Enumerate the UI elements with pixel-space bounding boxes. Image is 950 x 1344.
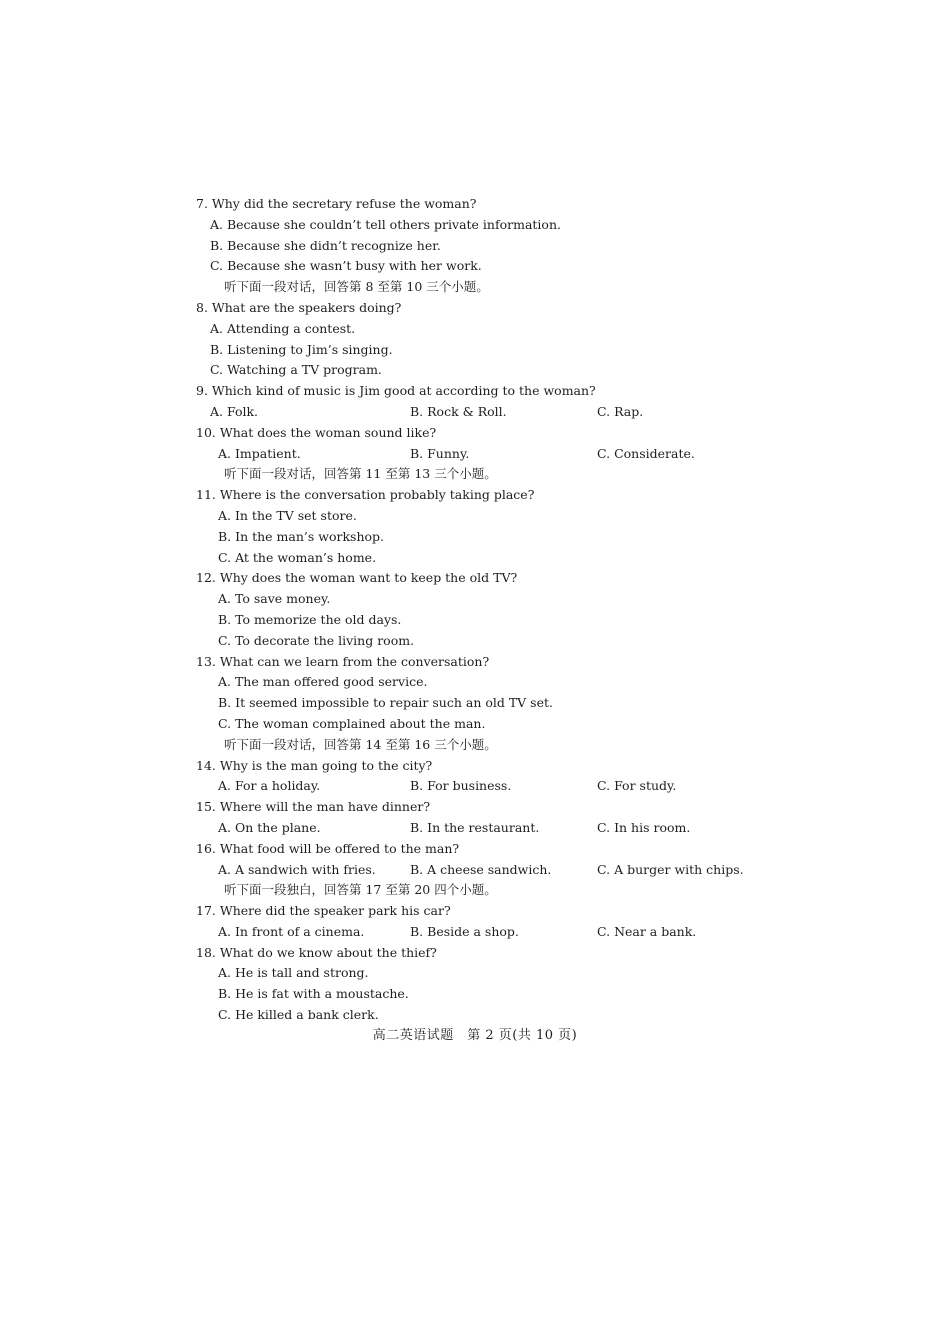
question-11-stem: 11. Where is the conversation probably taking place? — [196, 487, 535, 503]
question-18-option-a: A. He is tall and strong. — [218, 965, 369, 981]
question-9-option-a: A. Folk. — [210, 403, 259, 419]
question-10-option-b: B. Funny. — [410, 445, 470, 461]
page-footer: 高二英语试题 第 2 页(共 10 页) — [372, 1028, 578, 1043]
question-7-option-c: C. Because she wasn’t busy with her work. — [210, 258, 482, 274]
question-17-stem: 17. Where did the speaker park his car? — [196, 903, 451, 919]
question-16-stem: 16. What food will be offered to the man? — [196, 840, 460, 856]
question-14-stem: 14. Why is the man going to the city? — [196, 757, 433, 773]
question-17-option-a: A. In front of a cinema. — [218, 923, 365, 939]
question-8-option-a: A. Attending a contest. — [210, 320, 356, 336]
question-10-options — [196, 444, 776, 465]
question-9-option-c: C. Rap. — [597, 403, 644, 419]
question-10-option-c: C. Considerate. — [597, 445, 695, 461]
question-13-option-b: B. It seemed impossible to repair such an old TV set. — [218, 695, 553, 711]
question-15-option-a: A. On the plane. — [218, 819, 321, 835]
question-8-stem: 8. What are the speakers doing? — [196, 299, 402, 315]
question-12-option-c: C. To decorate the living room. — [218, 632, 415, 648]
question-14-option-b: B. For business. — [410, 778, 512, 794]
question-16-option-a: A. A sandwich with fries. — [218, 861, 376, 877]
question-16-option-c: C. A burger with chips. — [597, 861, 744, 877]
question-14-options — [196, 776, 776, 797]
question-7-option-b: B. Because she didn’t recognize her. — [210, 237, 441, 253]
question-11-option-c: C. At the woman’s home. — [218, 549, 377, 565]
question-12-option-b: B. To memorize the old days. — [218, 611, 402, 627]
question-18-option-b: B. He is fat with a moustache. — [218, 986, 409, 1002]
question-15-option-c: C. In his room. — [597, 819, 691, 835]
question-13-stem: 13. What can we learn from the conversation? — [196, 653, 490, 669]
question-14-option-c: C. For study. — [597, 778, 677, 794]
instruction-17-20: 听下面一段独白，回答第 17 至第 20 四个小题。 — [224, 882, 497, 898]
question-15-option-b: B. In the restaurant. — [410, 819, 540, 835]
question-sheet — [196, 194, 776, 1026]
instruction-11-13: 听下面一段对话，回答第 11 至第 13 三个小题。 — [224, 466, 497, 482]
question-16-option-b: B. A cheese sandwich. — [410, 861, 552, 877]
question-11-option-b: B. In the man’s workshop. — [218, 528, 384, 544]
question-10-stem: 10. What does the woman sound like? — [196, 424, 437, 440]
question-17-options — [196, 922, 776, 943]
question-12-option-a: A. To save money. — [218, 591, 331, 607]
instruction-14-16: 听下面一段对话，回答第 14 至第 16 三个小题。 — [224, 736, 497, 752]
instruction-8-10: 听下面一段对话，回答第 8 至第 10 三个小题。 — [224, 279, 489, 295]
question-13-option-c: C. The woman complained about the man. — [218, 715, 486, 731]
question-8-option-b: B. Listening to Jim’s singing. — [210, 341, 393, 357]
question-7-stem: 7. Why did the secretary refuse the woman? — [196, 196, 477, 211]
question-17-option-c: C. Near a bank. — [597, 923, 697, 939]
question-9-stem: 9. Which kind of music is Jim good at according to the woman? — [196, 383, 596, 399]
question-16-options — [196, 860, 776, 881]
question-12-stem: 12. Why does the woman want to keep the old TV? — [196, 570, 518, 586]
question-18-option-c: C. He killed a bank clerk. — [218, 1007, 379, 1023]
question-10-option-a: A. Impatient. — [218, 445, 301, 461]
question-14-option-a: A. For a holiday. — [218, 778, 321, 794]
question-11-option-a: A. In the TV set store. — [218, 507, 357, 523]
question-9-option-b: B. Rock & Roll. — [410, 403, 507, 419]
question-17-option-b: B. Beside a shop. — [410, 923, 519, 939]
question-9-options — [196, 402, 776, 423]
question-15-stem: 15. Where will the man have dinner? — [196, 799, 431, 815]
question-13-option-a: A. The man offered good service. — [218, 674, 428, 690]
question-8-option-c: C. Watching a TV program. — [210, 362, 382, 378]
question-7-option-a: A. Because she couldn’t tell others private information. — [210, 216, 561, 232]
question-15-options — [196, 818, 776, 839]
question-18-stem: 18. What do we know about the thief? — [196, 944, 437, 960]
